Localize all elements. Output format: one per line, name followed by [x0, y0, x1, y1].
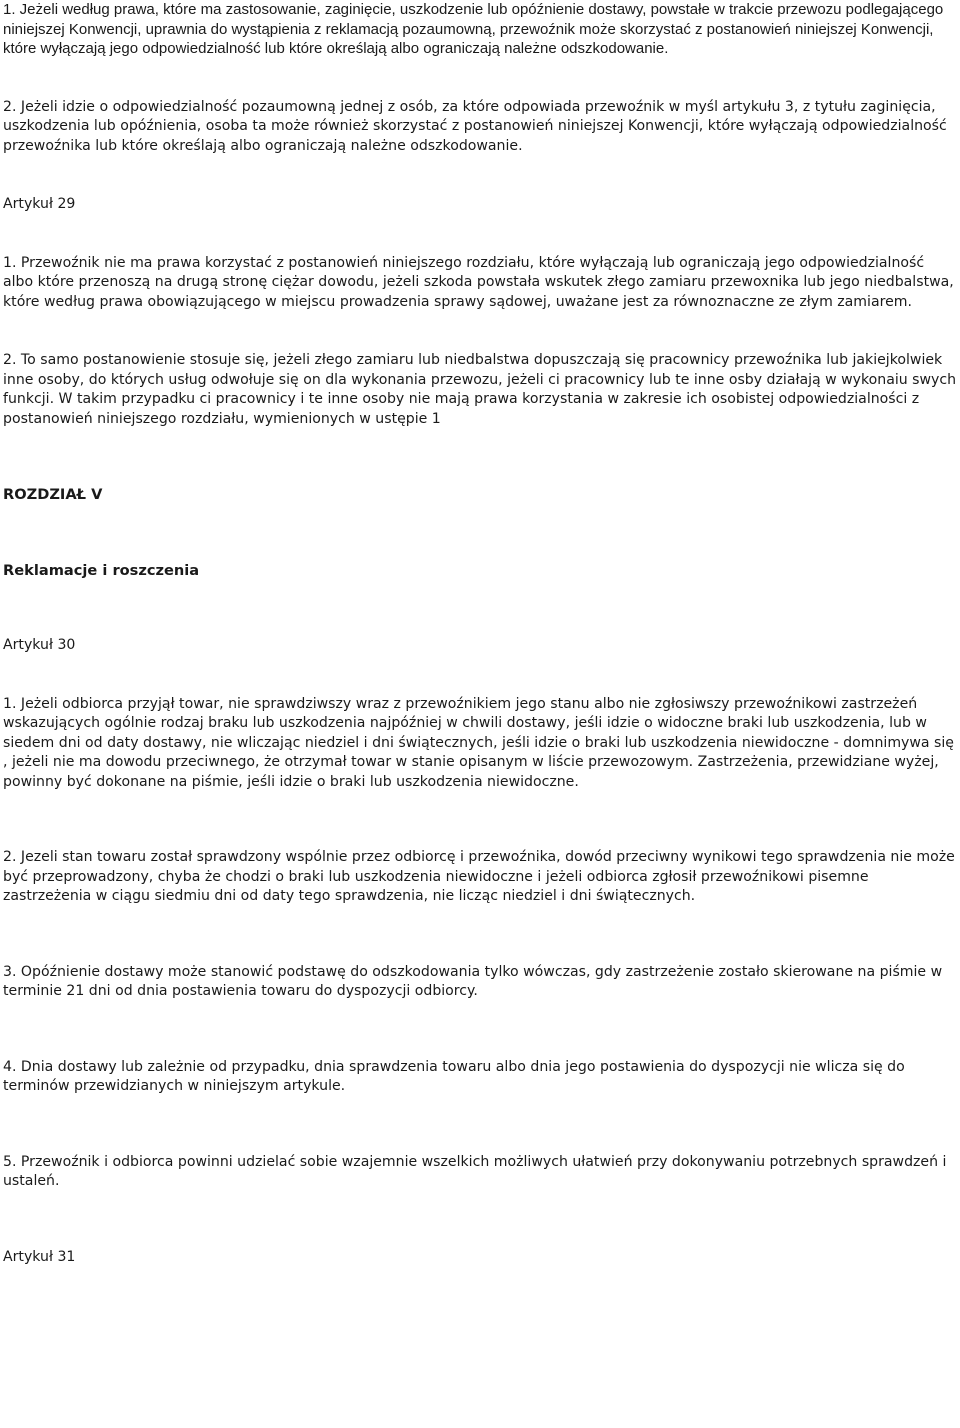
paragraph-art29-2: 2. To samo postanowienie stosuje się, jeżeli złego zamiaru lub niedbalstwa dopuszczają się pracownicy przewoźnika lub jakiejkolwiek inne osoby, do których usług odwołuje się on dla wykonania przewozu, jeżeli ci pracownicy lub te inne osby działają w wykonaiu swych funkcji. W takim przypadku ci pracownicy i te inne osoby nie mają prawa korzystania w zakresie ich osobistej odpowiedzialności z postanowień niniejszego rozdziału, wymienionych w ustępie 1 — [3, 352, 957, 427]
document-page — [3, 0, 958, 1267]
paragraph-art30-2: 2. Jezeli stan towaru został sprawdzony wspólnie przez odbiorcę i przewoźnika, dowód przeciwny wynikowi tego sprawdzenia nie może być przeprowadzony, chyba że chodzi o braki lub uszkodzenia niewidoczne i jeżeli odbiorca zgłosił przewoźnikowi pisemne zastrzeżenia w ciągu siedmiu dni od daty tego sprawdzenia, nie licząc niedziel i dni świątecznych. — [3, 849, 955, 904]
paragraph-art30-5: 5. Przewoźnik i odbiorca powinni udzielać sobie wzajemnie wszelkich możliwych ułatwień przy dokonywaniu potrzebnych sprawdzeń i ustaleń. — [3, 1153, 947, 1189]
chapter-heading: ROZDZIAŁ V — [3, 486, 103, 503]
paragraph-art28-1: 1. Jeżeli według prawa, które ma zastosowanie, zaginięcie, uszkodzenie lub opóźnienie dostawy, powstałe w trakcie przewozu podlegającego niniejszej Konwencji, uprawnia do wystąpienia z reklamacją pozaumowną, przewoźnik może skorzystać z postanowień niniejszej Konwencji, które wyłączają jego odpowiedzialność lub które określają albo ograniczają należne odszkodowanie. — [3, 1, 944, 57]
paragraph-art29-1: 1. Przewoźnik nie ma prawa korzystać z postanowień niniejszego rozdziału, które wyłączają lub ograniczają jego odpowiedzialność albo które przenoszą na drugą stronę ciężar dowodu, jeżeli szkoda powstała wskutek złego zamiaru przewoxnika lub jego niedbalstwa, które według prawa obowiązującego w miejscu prowadzenia sprawy sądowej, uważane jest za równoznaczne ze złym zamiarem. — [3, 254, 954, 310]
article-heading-30: Artykuł 30 — [3, 637, 76, 653]
paragraph-art30-1: 1. Jeżeli odbiorca przyjął towar, nie sprawdziwszy wraz z przewoźnikiem jego stanu albo nie zgłosiwszy przewoźnikowi zastrzeżeń wskazujących ogólnie rodzaj braku lub uszkodzenia najpóźniej w chwili dostawy, jeśli idzie o widoczne braki lub uszkodzenia, lub w siedem dni od daty dostawy, nie wliczając niedziel i dni świątecznych, jeśli idzie o braki lub uszkodzenia niewidoczne - domnimywa się , jeżeli nie ma dowodu przeciwnego, że otrzymał towar w stanie opisanym w liście przewozowym. Zastrzeżenia, przewidziane wyżej, powinny być dokonane na piśmie, jeśli idzie o braki lub uszkodzenia niewidoczne. — [3, 695, 954, 790]
article-heading-31: Artykuł 31 — [3, 1248, 76, 1265]
paragraph-art30-4: 4. Dnia dostawy lub zależnie od przypadku, dnia sprawdzenia towaru albo dnia jego postawienia do dyspozycji nie wlicza się do terminów przewidzianych w niniejszym artykule. — [3, 1058, 905, 1094]
article-heading-29: Artykuł 29 — [3, 196, 76, 212]
chapter-title: Reklamacje i roszczenia — [3, 561, 200, 579]
paragraph-art30-3: 3. Opóźnienie dostawy może stanowić podstawę do odszkodowania tylko wówczas, gdy zastrzeżenie zostało skierowane na piśmie w terminie 21 dni od dnia postawienia towaru do dyspozycji odbiorcy. — [3, 963, 943, 999]
paragraph-art28-2: 2. Jeżeli idzie o odpowiedzialność pozaumowną jednej z osób, za które odpowiada przewoźnik w myśl artykułu 3, z tytułu zaginięcia, uszkodzenia lub opóźnienia, osoba ta może również skorzystać z postanowień niniejszej Konwencji, które wyłączają odpowiedzialność przewoźnika lub które określają albo ograniczają należne odszkodowanie. — [3, 98, 947, 154]
